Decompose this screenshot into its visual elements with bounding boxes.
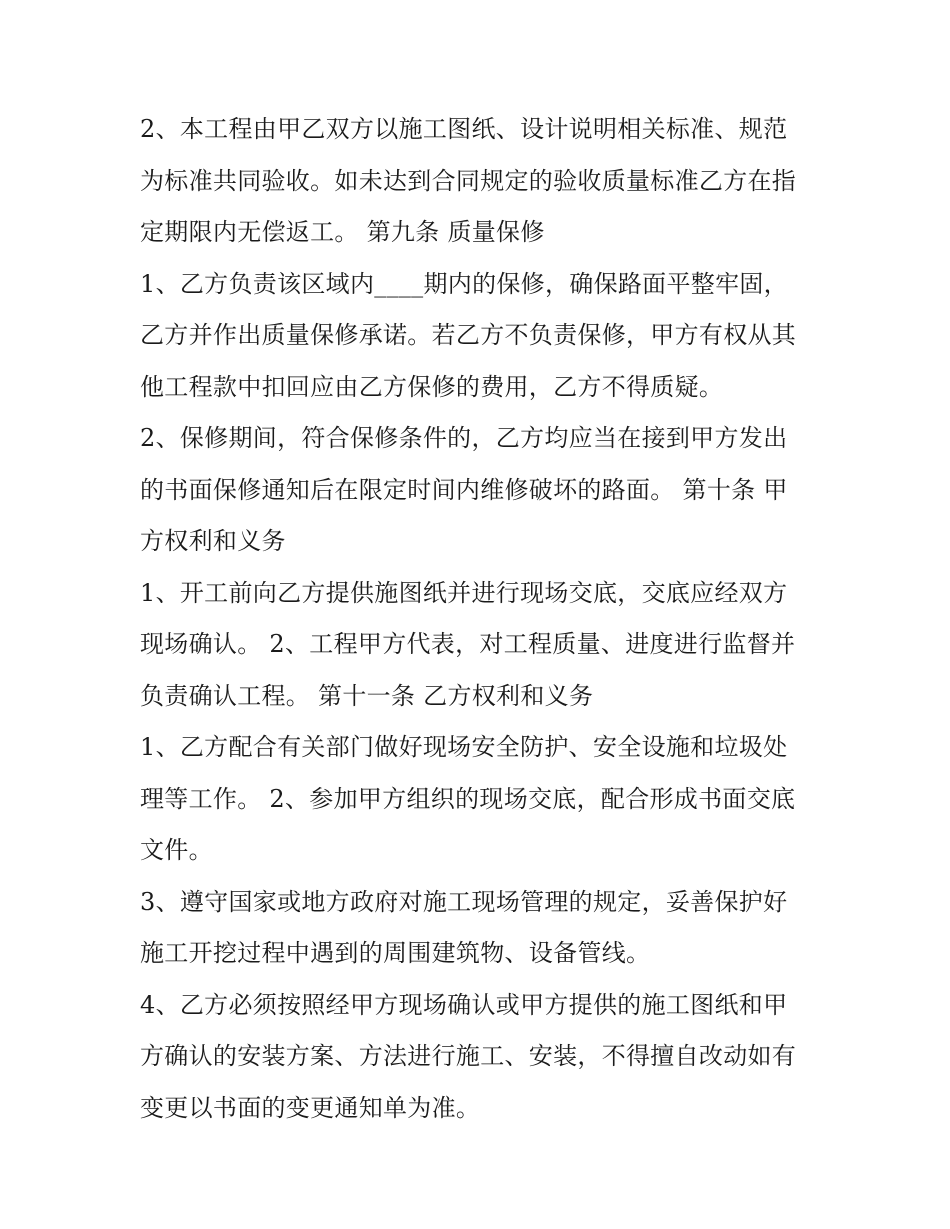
text-line: 定期限内无偿返工。 第九条 质量保修 [140, 218, 545, 246]
document-body [140, 104, 820, 1134]
text-line: 1、开工前向乙方提供施图纸并进行现场交底，交底应经双方 [140, 578, 788, 607]
text-line: 方权利和义务 [140, 527, 286, 555]
text-line: 文件。 [140, 836, 213, 864]
text-line: 变更以书面的变更通知单为准。 [140, 1093, 481, 1122]
text-line: 3、遵守国家或地方政府对施工现场管理的规定，妥善保护好 [140, 887, 788, 916]
text-line: 为标准共同验收。如未达到合同规定的验收质量标准乙方在指 [140, 166, 797, 195]
text-line: 乙方并作出质量保修承诺。若乙方不负责保修，甲方有权从其 [140, 321, 797, 349]
text-line: 理等工作。 2、参加甲方组织的现场交底，配合形成书面交底 [140, 784, 796, 813]
text-line: 他工程款中扣回应由乙方保修的费用，乙方不得质疑。 [140, 372, 724, 401]
text-line: 施工开挖过程中遇到的周围建筑物、设备管线。 [140, 939, 651, 967]
text-line: 1、乙方负责该区域内____期内的保修，确保路面平整牢固， [140, 269, 788, 298]
text-line: 2、本工程由甲乙双方以施工图纸、设计说明相关标准、规范 [140, 115, 788, 143]
text-line: 1、乙方配合有关部门做好现场安全防护、安全设施和垃圾处 [140, 733, 788, 761]
text-line: 2、保修期间，符合保修条件的，乙方均应当在接到甲方发出 [140, 424, 788, 452]
text-line: 的书面保修通知后在限定时间内维修破坏的路面。 第十条 甲 [140, 475, 788, 504]
text-line: 负责确认工程。 第十一条 乙方权利和义务 [140, 681, 594, 710]
text-line: 4、乙方必须按照经甲方现场确认或甲方提供的施工图纸和甲 [140, 990, 788, 1019]
text-line: 现场确认。 2、工程甲方代表，对工程质量、进度进行监督并 [140, 630, 796, 658]
text-line: 方确认的安装方案、方法进行施工、安装，不得擅自改动如有 [140, 1042, 797, 1070]
